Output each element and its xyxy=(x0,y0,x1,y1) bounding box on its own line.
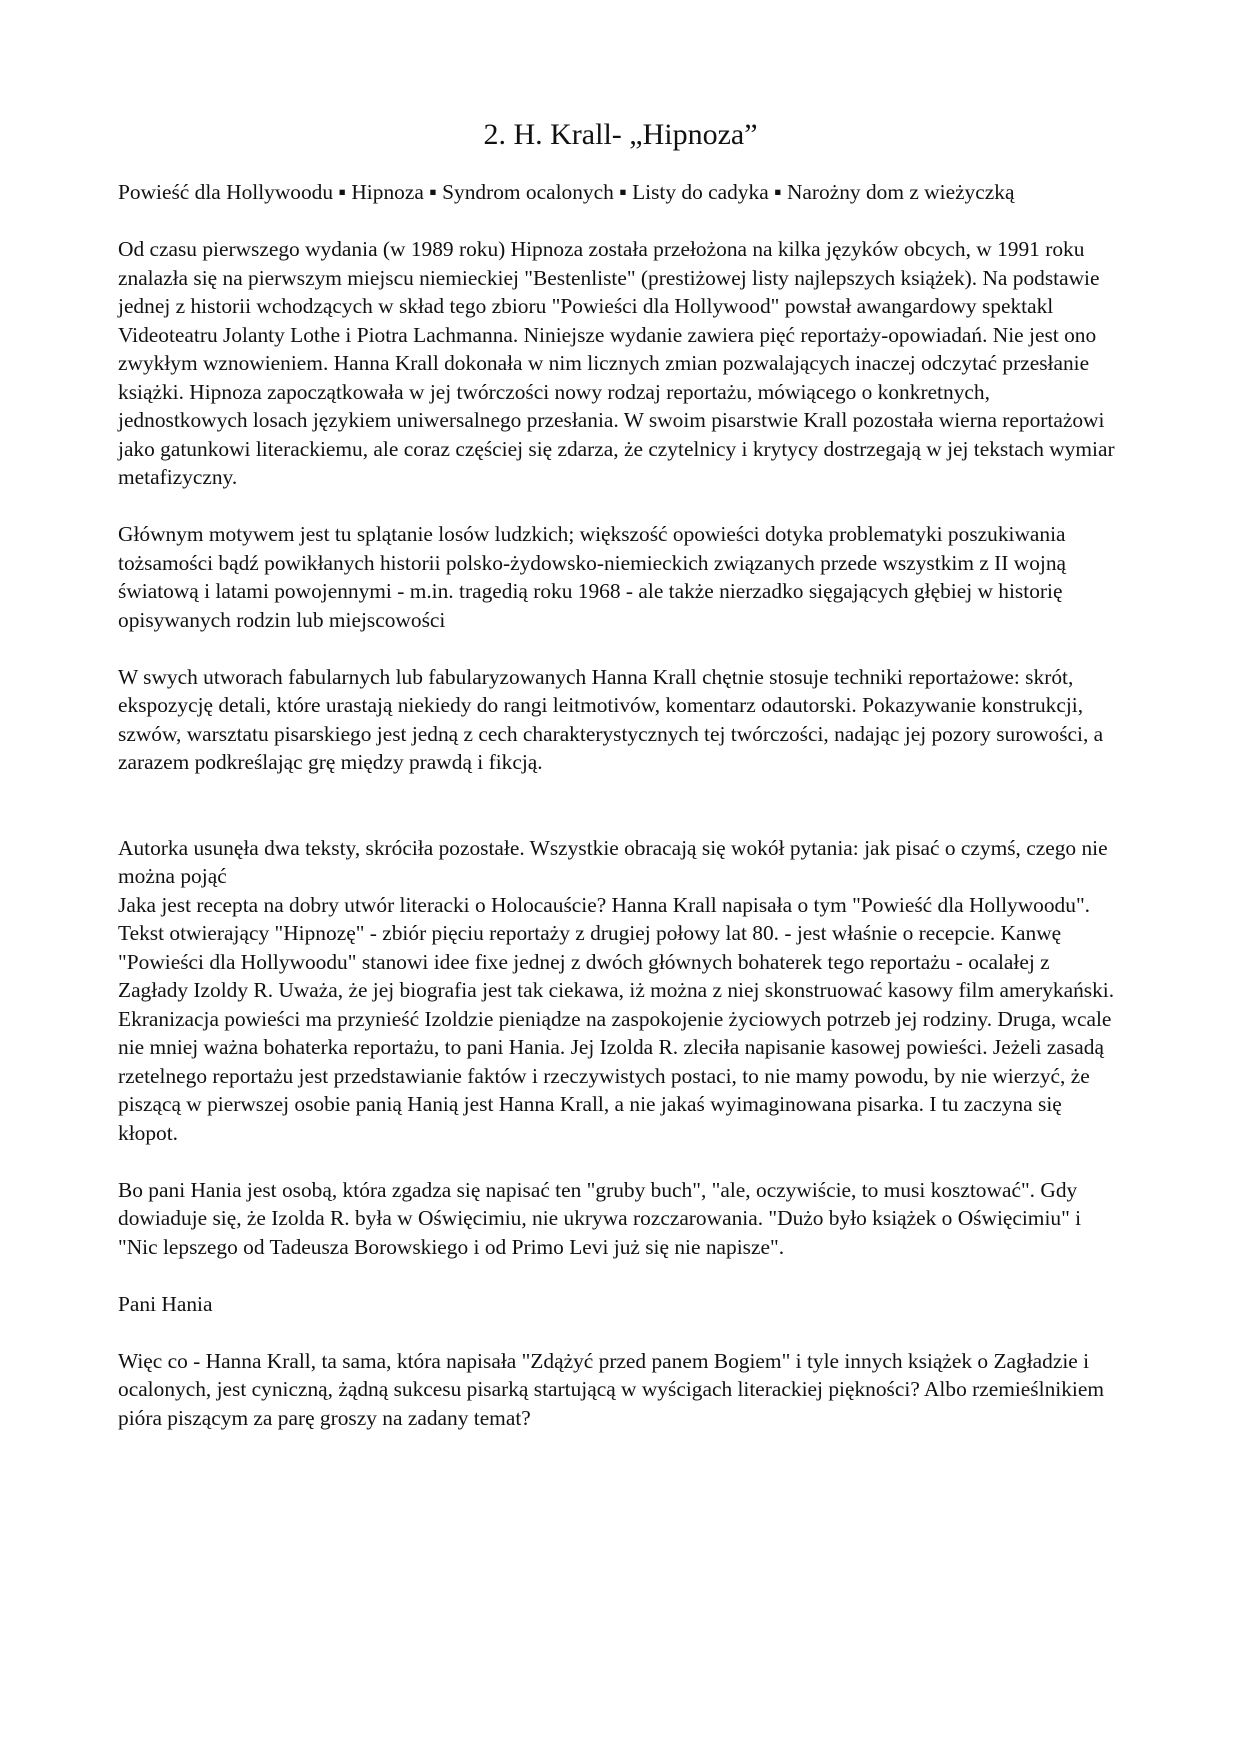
spacer xyxy=(118,207,1123,236)
paragraph-heading-pani-hania: Pani Hania xyxy=(118,1291,213,1316)
paragraph-author-removed: Autorka usunęła dwa teksty, skróciła pozostałe. Wszystkie obracają się wokół pytania: jak pisać o czymś, czego nie można pojąć xyxy=(118,835,1108,888)
document-title: 2. H. Krall- „Hipnoza” xyxy=(483,118,758,151)
paragraph-question: Więc co - Hanna Krall, ta sama, która napisała "Zdążyć przed panem Bogiem" i tyle innych książek o Zagładzie i ocalonych, jest cyniczną, żądną sukcesu pisarką startującą w wyścigach literackiej piękności? Albo rzemieślnikiem pióra piszącym za parę groszy na zadany temat? xyxy=(118,1348,1104,1430)
paragraph-recipe: Jaka jest recepta na dobry utwór literacki o Holocauście? Hanna Krall napisała o tym "Powieść dla Hollywoodu". Tekst otwierający "Hipnozę" - zbiór pięciu reportaży z drugiej połowy lat 80. - jest właśnie o recepcie. Kanwę "Powieści dla Hollywoodu" stanowi idee fixe jednej z dwóch głównych bohaterek tego reportażu - ocalałej z Zagłady Izoldy R. Uważa, że jej biografia jest tak ciekawa, iż można z niej skonstruować kasowy film amerykański. Ekranizacja powieści ma przynieść Izoldzie pieniądze na zaspokojenie życiowych potrzeb jej rodziny. Druga, wcale nie mniej ważna bohaterka reportażu, to pani Hania. Jej Izolda R. zleciła napisanie kasowej powieści. Jeżeli zasadą rzetelnego reportażu jest przedstawianie faktów i rzeczywistych postaci, to nie mamy powodu, by nie wierzyć, że piszącą w pierwszej osobie panią Hanią jest Hanna Krall, a nie jakaś wyimaginowana pisarka. I tu zaczyna się kłopot. xyxy=(118,892,1115,1145)
document-page xyxy=(118,118,1123,1432)
paragraph-technique: W swych utworach fabularnych lub fabularyzowanych Hanna Krall chętnie stosuje techniki reportażowe: skrót, ekspozycję detali, które urastają niekiedy do rangi leitmotivów, komentarz odautorski. Pokazywanie konstrukcji, szwów, warsztatu pisarskiego jest jedną z cech charakterystycznych tej twórczości, nadając jej pozory surowości, a zarazem podkreślając grę między prawdą i fikcją. xyxy=(118,664,1104,774)
paragraph-motif: Głównym motywem jest tu splątanie losów ludzkich; większość opowieści dotyka problematyki poszukiwania tożsamości bądź powikłanych historii polsko-żydowsko-niemieckich związanych przede wszystkim z II wojną światową i latami powojennymi - m.in. tragedią roku 1968 - ale także nierzadko sięgających głębiej w historię opisywanych rodzin lub miejscowości xyxy=(118,522,1067,632)
spacer xyxy=(118,1261,1123,1290)
spacer xyxy=(118,634,1123,663)
spacer xyxy=(118,492,1123,521)
toc-line: Powieść dla Hollywoodu ▪ Hipnoza ▪ Syndrom ocalonych ▪ Listy do cadyka ▪ Narożny dom z wieżyczką xyxy=(118,180,1015,204)
spacer xyxy=(118,1318,1123,1347)
paragraph-publication: Od czasu pierwszego wydania (w 1989 roku) Hipnoza została przełożona na kilka języków obcych, w 1991 roku znalazła się na pierwszym miejscu niemieckiej "Bestenliste" (prestiżowej listy najlepszych książek). Na podstawie jednej z historii wchodzących w skład tego zbioru "Powieści dla Hollywood" powstał awangardowy spektakl Videoteatru Jolanty Lothe i Piotra Lachmanna. Niniejsze wydanie zawiera pięć reportaży-opowiadań. Nie jest ono zwykłym wznowieniem. Hanna Krall dokonała w nim licznych zmian pozwalających inaczej odczytać przesłanie książki. Hipnoza zapoczątkowała w jej twórczości nowy rodzaj reportażu, mówiącego o konkretnych, jednostkowych losach językiem uniwersalnego przesłania. W swoim pisarstwie Krall pozostała wierna reportażowi jako gatunkowi literackiemu, ale coraz częściej się zdarza, że czytelnicy i krytycy dostrzegają w jej tekstach wymiar metafizyczny. xyxy=(118,237,1115,489)
paragraph-pani-hania-story: Bo pani Hania jest osobą, która zgadza się napisać ten "gruby buch", "ale, oczywiście, to musi kosztować". Gdy dowiaduje się, że Izolda R. była w Oświęcimiu, nie ukrywa rozczarowania. "Dużo było książek o Oświęcimiu" i "Nic lepszego od Tadeusza Borowskiego i od Primo Levi już się nie napisze". xyxy=(118,1177,1082,1259)
spacer xyxy=(118,777,1123,834)
spacer xyxy=(118,1147,1123,1176)
